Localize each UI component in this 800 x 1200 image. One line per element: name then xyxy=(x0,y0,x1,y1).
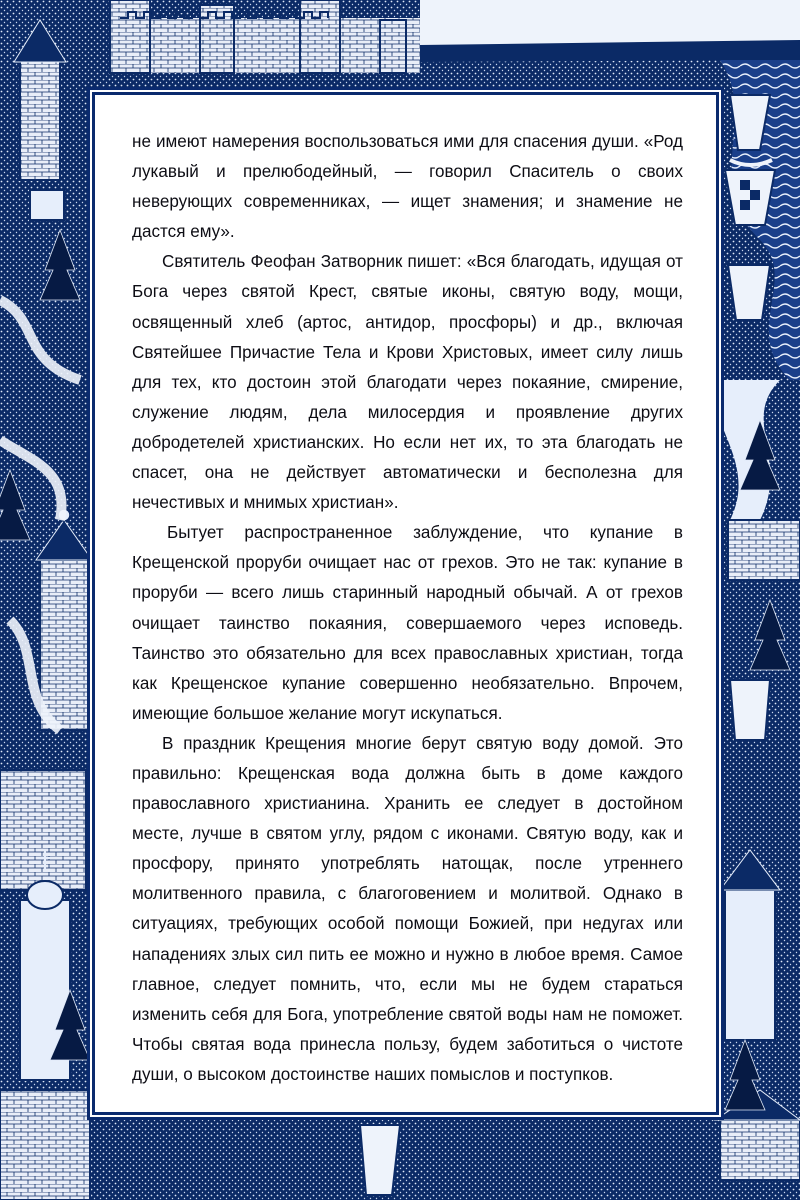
paragraph-4: В праздник Крещения многие берут святую воду домой. Это правильно: Крещенская вода должна быть в доме каждого православного христианина. Хранить ее следует в достойном месте, лучше в святом углу, рядом с иконами. Святую воду, как и просфору, принято употреблять натощак, после утреннего молитвенного правила, с благоговением и молитвой. Однако в ситуациях, требующих особой помощи Божией, при недугах или нападениях злых сил пить ее можно и нужно в любое время. Самое главное, следует помнить, что, если мы не будем стараться изменить себя для Бога, употребление святой воды нам не поможет. Чтобы святая вода принесла пользу, будем заботиться о чистоте души, о высоком достоинстве наших помыслов и поступков. xyxy=(132,733,683,1084)
paragraph-3: Бытует распространенное заблуждение, что купание в Крещенской проруби очищает нас от грехов. Это не так: купание в проруби — всего лишь старинный народный обычай. А от грехов очищает таинство покаяния, совершаемого через исповедь. Таинство это обязательно для всех православных христиан, тогда как Крещенское купание совершенно необязательно. Впрочем, имеющие большое желание могут искупаться. xyxy=(132,523,683,723)
body-text xyxy=(132,127,683,1090)
paragraph-1: не имеют намерения воспользоваться ими для спасения души. «Род лукавый и прелюбодейный, — говорил Спаситель о своих неверующих современниках, — ищет знамения; и знамение не дастся ему». xyxy=(132,132,683,242)
paragraph-2: Святитель Феофан Затворник пишет: «Вся благодать, идущая от Бога через святой Крест, святые иконы, святую воду, мощи, освященный хлеб (артос, антидор, просфоры) и др., включая Святейшее Причастие Тела и Крови Христовых, имеет силу лишь для тех, кто достоин этой благодати через покаяние, смирение, служение людям, дела милосердия и проявление других добродетелей христианских. Но если нет их, то эта благодать не спасет, она не действует автоматически и бесполезна для нечестивых и мнимых христиан». xyxy=(132,252,683,513)
text-page xyxy=(92,92,719,1115)
